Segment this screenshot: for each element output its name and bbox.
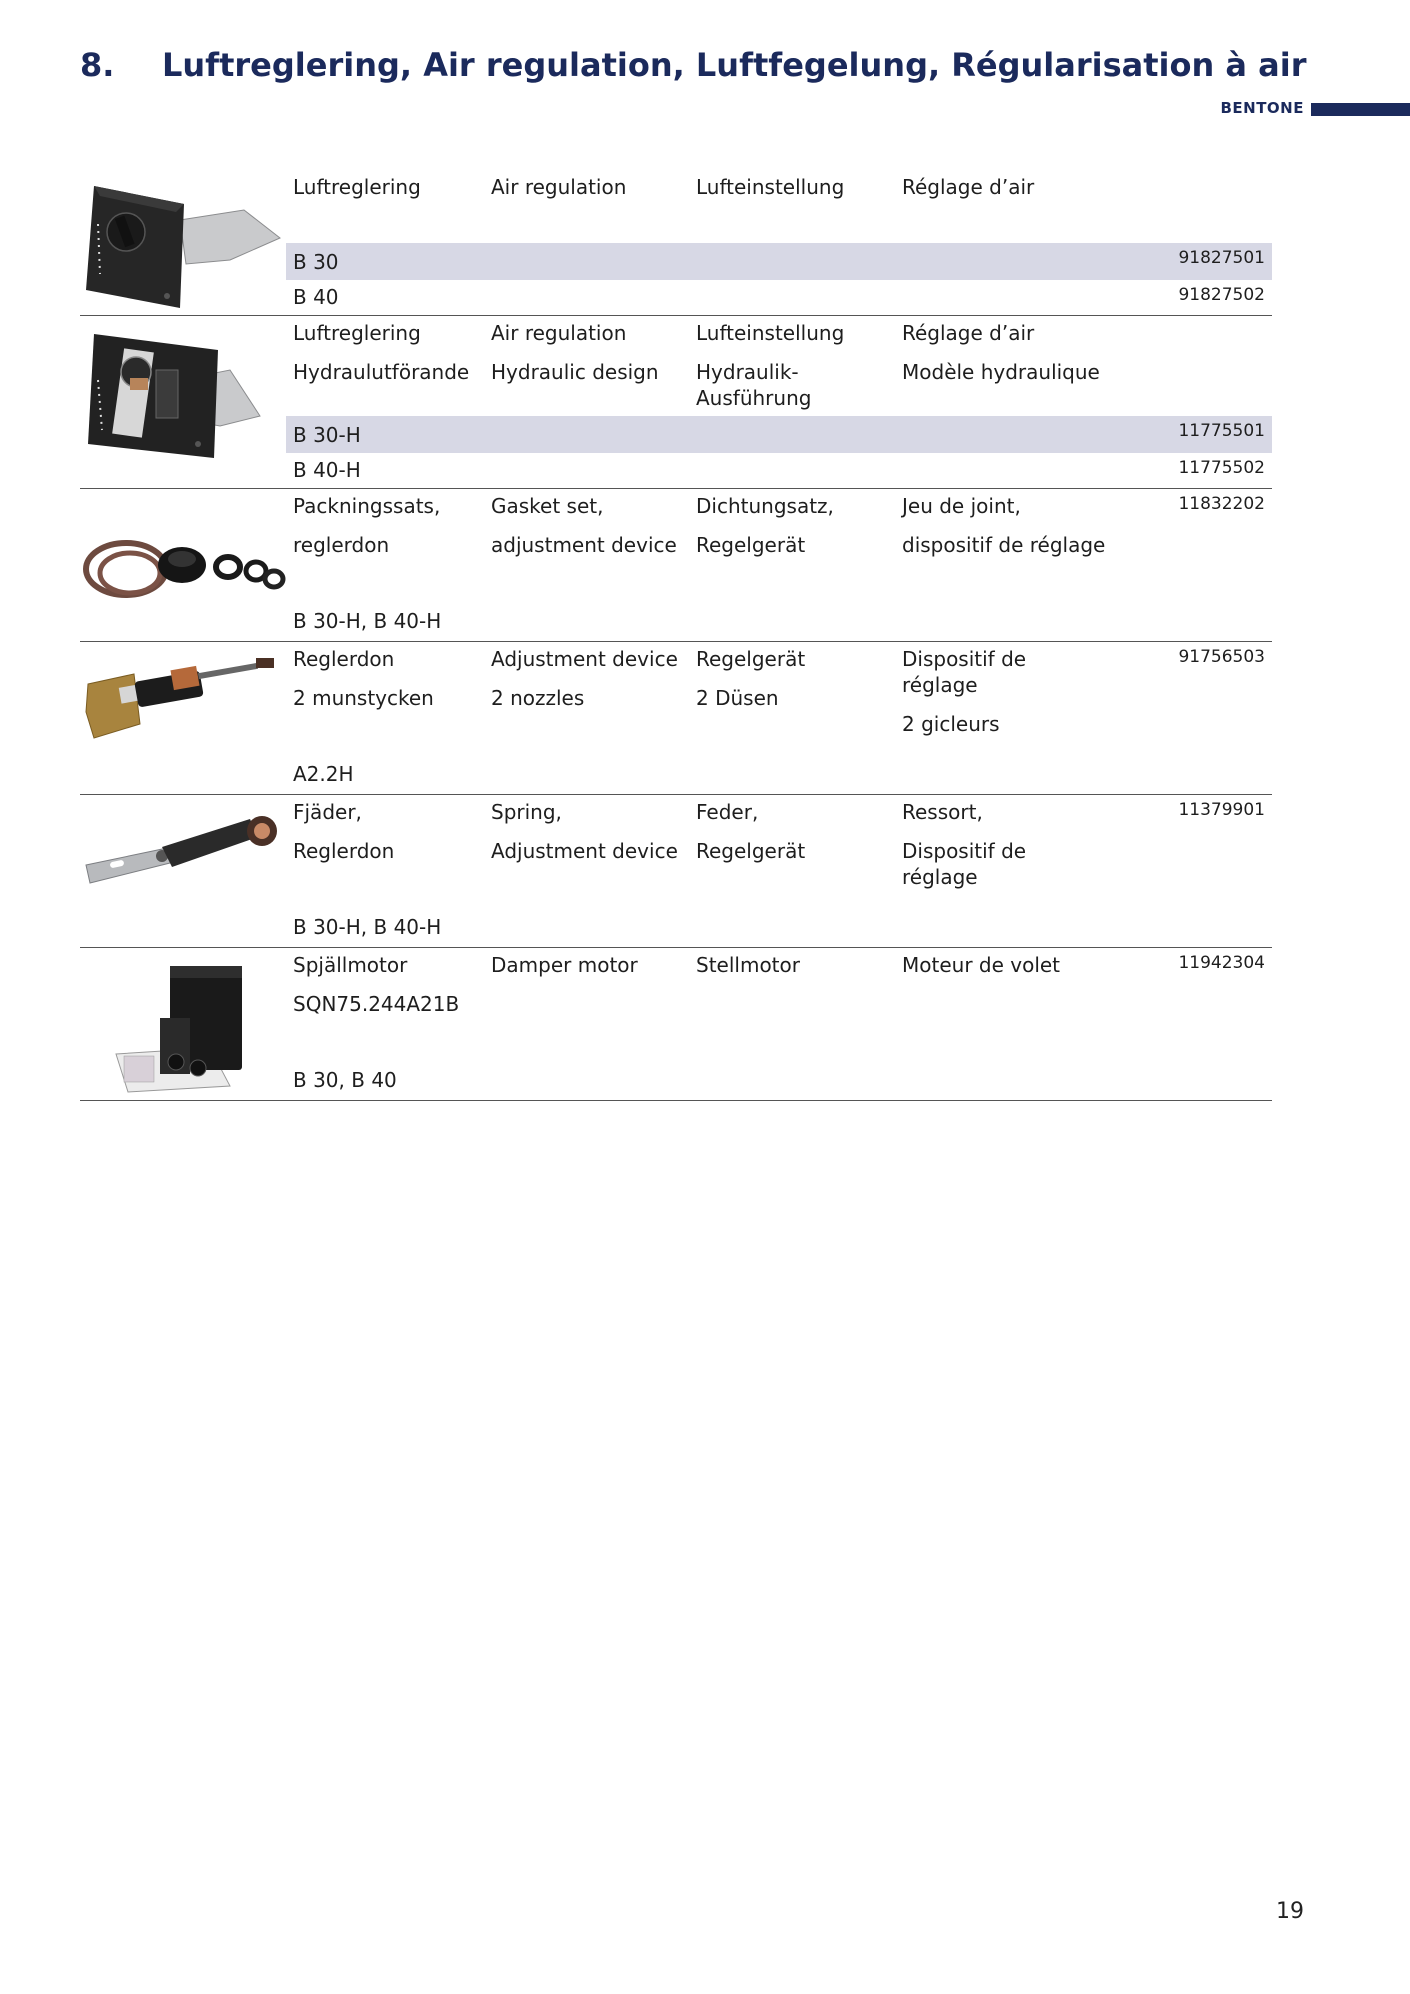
section-number: 8. <box>80 46 115 84</box>
variant-model: B 40 <box>293 285 339 309</box>
variant-model: B 30 <box>293 250 339 274</box>
desc-sv-line: Hydraulutförande <box>293 360 470 384</box>
desc-de-line: Regelgerät <box>696 839 806 863</box>
desc-fr: Réglage d’air <box>902 175 1035 199</box>
part-section-gasket-set <box>80 489 1272 642</box>
part-number: 11832202 <box>1178 494 1265 514</box>
desc-de-line: 2 Düsen <box>696 686 779 710</box>
variant-row <box>286 243 1272 280</box>
desc-en-line: Adjustment device <box>491 647 678 671</box>
desc-de: Lufteinstellung <box>696 175 845 199</box>
desc-de-line: Dichtungsatz, <box>696 494 834 518</box>
part-section-damper-motor <box>80 948 1272 1101</box>
desc-de-line: Regelgerät <box>696 533 806 557</box>
part-section-spring <box>80 795 1272 948</box>
description-row <box>286 948 1272 1063</box>
desc-en-line: Adjustment device <box>491 839 678 863</box>
part-number: 11942304 <box>1178 953 1265 973</box>
desc-en-line: Air regulation <box>491 321 627 345</box>
desc-en: Damper motor <box>491 953 638 977</box>
desc-en-line: Hydraulic design <box>491 360 659 384</box>
desc-sv: Luftreglering <box>293 175 421 199</box>
desc-fr-line: Ressort, <box>902 800 983 824</box>
desc-sv-line: Spjällmotor <box>293 953 408 977</box>
desc-fr-line: Dispositif de réglage <box>902 839 1027 889</box>
fits-row <box>286 1063 1272 1100</box>
desc-sv-line: Luftreglering <box>293 321 421 345</box>
part-number: 11775501 <box>1178 421 1265 441</box>
fits-row <box>286 910 1272 947</box>
parts-catalog <box>80 170 1272 1101</box>
fits-models: B 30-H, B 40-H <box>293 915 442 939</box>
part-number: 11775502 <box>1178 458 1265 478</box>
part-section-adjustment-device <box>80 642 1272 795</box>
hydraulic-air-damper-icon <box>80 326 288 462</box>
variant-row <box>286 280 1272 315</box>
desc-en-line: 2 nozzles <box>491 686 585 710</box>
part-number: 91756503 <box>1178 647 1265 667</box>
description-row <box>286 642 1272 757</box>
fits-row <box>286 604 1272 641</box>
part-number: 91827502 <box>1178 285 1265 305</box>
description-row <box>286 316 1272 415</box>
damper-motor-icon <box>80 964 288 1094</box>
brand-bar <box>1311 103 1410 116</box>
description-row <box>286 170 1272 243</box>
fits-models: B 30, B 40 <box>293 1068 397 1092</box>
brand-label: BENTONE <box>1220 99 1304 117</box>
desc-fr-line: Dispositif de réglage <box>902 647 1027 697</box>
desc-sv-line: 2 munstycken <box>293 686 434 710</box>
part-number: 11379901 <box>1178 800 1265 820</box>
page-number: 19 <box>1276 1899 1304 1924</box>
desc-fr-line: Modèle hydraulique <box>902 360 1100 384</box>
description-row <box>286 795 1272 910</box>
desc-en-line: Spring, <box>491 800 562 824</box>
desc-sv-line: Packningssats, <box>293 494 441 518</box>
desc-sv-line: Reglerdon <box>293 647 395 671</box>
part-section-hydraulic-air-regulation <box>80 316 1272 489</box>
hydraulic-cylinder-icon <box>80 654 288 744</box>
variant-model: B 40-H <box>293 458 361 482</box>
desc-de-line: Feder, <box>696 800 759 824</box>
page-heading <box>80 46 1350 84</box>
desc-de-line: Regelgerät <box>696 647 806 671</box>
desc-de-line: Lufteinstellung <box>696 321 845 345</box>
variant-model: B 30-H <box>293 423 361 447</box>
desc-en: Air regulation <box>491 175 627 199</box>
desc-de: Stellmotor <box>696 953 800 977</box>
air-damper-plate-icon <box>80 176 288 312</box>
desc-fr-line: dispositif de réglage <box>902 533 1106 557</box>
gasket-set-icon <box>80 529 288 609</box>
desc-fr-line: Réglage d’air <box>902 321 1035 345</box>
desc-fr: Moteur de volet <box>902 953 1061 977</box>
desc-sv-line: Reglerdon <box>293 839 395 863</box>
desc-fr-line: 2 gicleurs <box>902 712 1000 736</box>
section-title: Luftreglering, Air regulation, Luftfegelung, Régularisation à air <box>162 46 1307 84</box>
desc-en-line: adjustment device <box>491 533 677 557</box>
desc-sv-line: reglerdon <box>293 533 390 557</box>
description-row <box>286 489 1272 604</box>
variant-row <box>286 453 1272 488</box>
part-section-air-regulation <box>80 170 1272 316</box>
desc-de-line: Hydraulik- Ausführung <box>696 360 812 410</box>
desc-en-line: Gasket set, <box>491 494 604 518</box>
variant-row <box>286 416 1272 453</box>
desc-fr-line: Jeu de joint, <box>902 494 1021 518</box>
part-number: 91827501 <box>1178 248 1265 268</box>
fits-models: B 30-H, B 40-H <box>293 609 442 633</box>
desc-sv-line: SQN75.244A21B <box>293 992 460 1016</box>
spring-arm-icon <box>80 807 288 897</box>
desc-sv-line: Fjäder, <box>293 800 362 824</box>
fits-row <box>286 757 1272 794</box>
fits-models: A2.2H <box>293 762 354 786</box>
